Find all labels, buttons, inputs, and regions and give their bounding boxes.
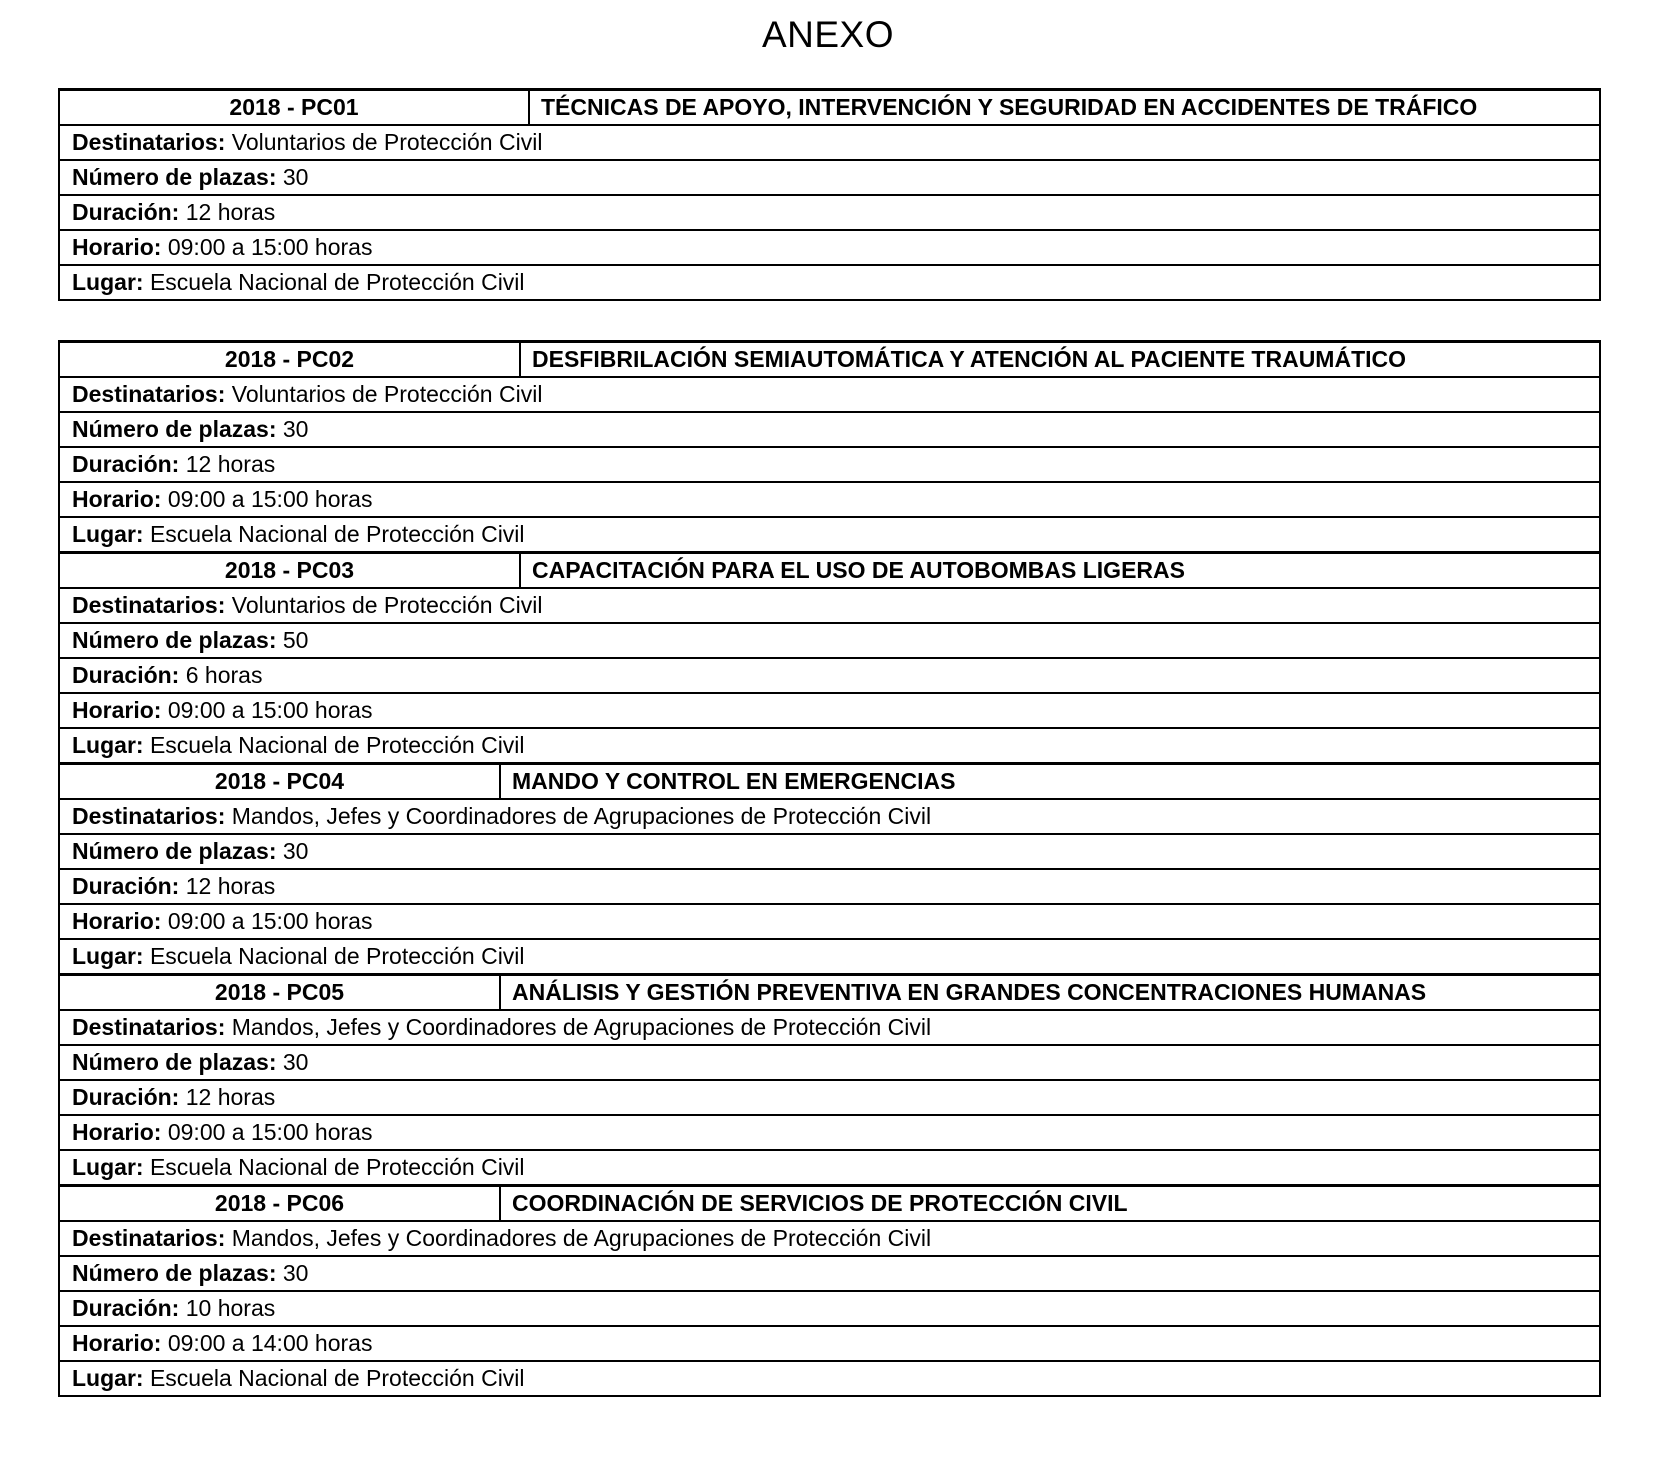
course-horario-cell — [59, 1326, 1600, 1361]
field-value: 30 — [282, 1260, 309, 1286]
course-code: 2018 - PC02 — [60, 343, 521, 376]
field-label: Número de plazas: — [72, 164, 277, 190]
course-destinatarios-cell — [59, 588, 1600, 623]
course-name: DESFIBRILACIÓN SEMIAUTOMÁTICA Y ATENCIÓN AL PACIENTE TRAUMÁTICO — [532, 346, 1407, 372]
field-label: Horario: — [72, 234, 162, 260]
field-label: Destinatarios: — [72, 381, 226, 407]
field-value: 30 — [282, 164, 309, 190]
course-detail-row — [59, 1326, 1600, 1361]
field-label: Número de plazas: — [72, 838, 277, 864]
field-label: Horario: — [72, 1330, 162, 1356]
field-value: 09:00 a 15:00 horas — [167, 486, 373, 512]
field-value: 30 — [282, 1049, 309, 1075]
field-value: 30 — [282, 416, 309, 442]
field-value: 09:00 a 15:00 horas — [167, 1119, 373, 1145]
course-detail-row — [59, 834, 1600, 869]
course-header-row-pc04 — [59, 764, 1600, 800]
course-detail-row — [59, 869, 1600, 904]
field-label: Destinatarios: — [72, 592, 226, 618]
course-lugar-cell — [59, 517, 1600, 553]
field-value: Escuela Nacional de Protección Civil — [149, 521, 525, 547]
course-detail-row — [59, 1256, 1600, 1291]
field-label: Destinatarios: — [72, 803, 226, 829]
course-plazas-cell — [59, 1045, 1600, 1080]
field-label: Número de plazas: — [72, 416, 277, 442]
course-header-cell — [59, 975, 1600, 1011]
course-detail-row — [59, 1080, 1600, 1115]
course-header-cell — [59, 1186, 1600, 1222]
field-label: Lugar: — [72, 1365, 144, 1391]
course-name: TÉCNICAS DE APOYO, INTERVENCIÓN Y SEGURIDAD EN ACCIDENTES DE TRÁFICO — [541, 94, 1478, 120]
course-duracion-cell — [59, 658, 1600, 693]
course-lugar-cell — [59, 265, 1600, 300]
field-value: 10 horas — [185, 1295, 276, 1321]
course-detail-row — [59, 693, 1600, 728]
course-destinatarios-cell — [59, 1010, 1600, 1045]
field-label: Duración: — [72, 1295, 180, 1321]
field-value: Mandos, Jefes y Coordinadores de Agrupaciones de Protección Civil — [231, 1225, 932, 1251]
course-header-cell — [59, 553, 1600, 589]
course-destinatarios-cell — [59, 377, 1600, 412]
field-label: Número de plazas: — [72, 1260, 277, 1286]
course-destinatarios-cell — [59, 799, 1600, 834]
course-horario-cell — [59, 230, 1600, 265]
course-header-row-pc01 — [59, 90, 1600, 126]
page-title: ANEXO — [761, 14, 895, 55]
course-duracion-cell — [59, 1291, 1600, 1326]
course-detail-row — [59, 1291, 1600, 1326]
course-lugar-cell — [59, 939, 1600, 975]
field-value: 6 horas — [185, 662, 263, 688]
course-horario-cell — [59, 482, 1600, 517]
course-header-row-pc06 — [59, 1186, 1600, 1222]
course-destinatarios-cell — [59, 125, 1600, 160]
course-code: 2018 - PC06 — [60, 1187, 501, 1220]
course-detail-row — [59, 482, 1600, 517]
course-duracion-cell — [59, 1080, 1600, 1115]
course-plazas-cell — [59, 623, 1600, 658]
field-label: Lugar: — [72, 521, 144, 547]
course-plazas-cell — [59, 412, 1600, 447]
field-label: Horario: — [72, 908, 162, 934]
course-horario-cell — [59, 693, 1600, 728]
field-value: 12 horas — [185, 873, 276, 899]
course-horario-cell — [59, 904, 1600, 939]
field-label: Duración: — [72, 451, 180, 477]
course-duracion-cell — [59, 869, 1600, 904]
field-label: Lugar: — [72, 269, 144, 295]
field-value: Voluntarios de Protección Civil — [231, 381, 543, 407]
field-label: Horario: — [72, 486, 162, 512]
field-label: Horario: — [72, 1119, 162, 1145]
course-detail-row — [59, 658, 1600, 693]
course-detail-row — [59, 230, 1600, 265]
course-destinatarios-cell — [59, 1221, 1600, 1256]
course-detail-row — [59, 447, 1600, 482]
course-detail-row — [59, 623, 1600, 658]
field-value: Voluntarios de Protección Civil — [231, 129, 543, 155]
course-header-row-pc05 — [59, 975, 1600, 1011]
course-table-pc02-pc06 — [58, 340, 1601, 1397]
course-detail-row — [59, 195, 1600, 230]
field-value: Mandos, Jefes y Coordinadores de Agrupaciones de Protección Civil — [231, 1014, 932, 1040]
field-value: 30 — [282, 838, 309, 864]
course-detail-row — [59, 588, 1600, 623]
field-label: Duración: — [72, 1084, 180, 1110]
field-label: Número de plazas: — [72, 627, 277, 653]
course-lugar-cell — [59, 1361, 1600, 1396]
field-value: Escuela Nacional de Protección Civil — [149, 1154, 525, 1180]
course-detail-row — [59, 412, 1600, 447]
course-plazas-cell — [59, 160, 1600, 195]
field-value: 09:00 a 15:00 horas — [167, 697, 373, 723]
course-lugar-cell — [59, 728, 1600, 764]
field-value: 09:00 a 15:00 horas — [167, 234, 373, 260]
course-detail-row — [59, 1150, 1600, 1186]
course-detail-row — [59, 160, 1600, 195]
course-detail-row — [59, 265, 1600, 300]
course-duracion-cell — [59, 195, 1600, 230]
course-lugar-cell — [59, 1150, 1600, 1186]
course-detail-row — [59, 799, 1600, 834]
course-detail-row — [59, 1221, 1600, 1256]
field-value: 12 horas — [185, 199, 276, 225]
course-detail-row — [59, 728, 1600, 764]
course-name: COORDINACIÓN DE SERVICIOS DE PROTECCIÓN CIVIL — [512, 1190, 1128, 1216]
course-plazas-cell — [59, 834, 1600, 869]
field-value: Escuela Nacional de Protección Civil — [149, 269, 525, 295]
course-header-cell — [59, 90, 1600, 126]
field-value: 09:00 a 15:00 horas — [167, 908, 373, 934]
course-detail-row — [59, 939, 1600, 975]
course-header-cell — [59, 764, 1600, 800]
course-name: ANÁLISIS Y GESTIÓN PREVENTIVA EN GRANDES CONCENTRACIONES HUMANAS — [512, 979, 1427, 1005]
field-label: Destinatarios: — [72, 1225, 226, 1251]
field-label: Duración: — [72, 199, 180, 225]
field-label: Número de plazas: — [72, 1049, 277, 1075]
course-name: MANDO Y CONTROL EN EMERGENCIAS — [512, 768, 956, 794]
course-detail-row — [59, 904, 1600, 939]
field-label: Duración: — [72, 662, 180, 688]
field-value: 50 — [282, 627, 309, 653]
field-label: Destinatarios: — [72, 1014, 226, 1040]
course-table-pc01 — [58, 88, 1601, 301]
course-code: 2018 - PC05 — [60, 976, 501, 1009]
course-detail-row — [59, 517, 1600, 553]
course-header-row-pc02 — [59, 342, 1600, 378]
course-detail-row — [59, 1045, 1600, 1080]
course-code: 2018 - PC04 — [60, 765, 501, 798]
course-detail-row — [59, 1115, 1600, 1150]
field-label: Lugar: — [72, 1154, 144, 1180]
course-detail-row — [59, 1361, 1600, 1396]
field-value: 09:00 a 14:00 horas — [167, 1330, 373, 1356]
course-duracion-cell — [59, 447, 1600, 482]
field-label: Horario: — [72, 697, 162, 723]
field-label: Duración: — [72, 873, 180, 899]
course-horario-cell — [59, 1115, 1600, 1150]
course-header-cell — [59, 342, 1600, 378]
course-detail-row — [59, 1010, 1600, 1045]
field-value: Mandos, Jefes y Coordinadores de Agrupaciones de Protección Civil — [231, 803, 932, 829]
field-label: Lugar: — [72, 732, 144, 758]
course-code: 2018 - PC03 — [60, 554, 521, 587]
course-header-row-pc03 — [59, 553, 1600, 589]
field-value: 12 horas — [185, 451, 276, 477]
field-label: Destinatarios: — [72, 129, 226, 155]
field-value: Escuela Nacional de Protección Civil — [149, 943, 525, 969]
field-value: 12 horas — [185, 1084, 276, 1110]
course-detail-row — [59, 125, 1600, 160]
field-value: Escuela Nacional de Protección Civil — [149, 732, 525, 758]
field-value: Voluntarios de Protección Civil — [231, 592, 543, 618]
field-label: Lugar: — [72, 943, 144, 969]
course-detail-row — [59, 377, 1600, 412]
course-plazas-cell — [59, 1256, 1600, 1291]
course-name: CAPACITACIÓN PARA EL USO DE AUTOBOMBAS LIGERAS — [532, 557, 1185, 583]
course-code: 2018 - PC01 — [60, 91, 530, 124]
field-value: Escuela Nacional de Protección Civil — [149, 1365, 525, 1391]
